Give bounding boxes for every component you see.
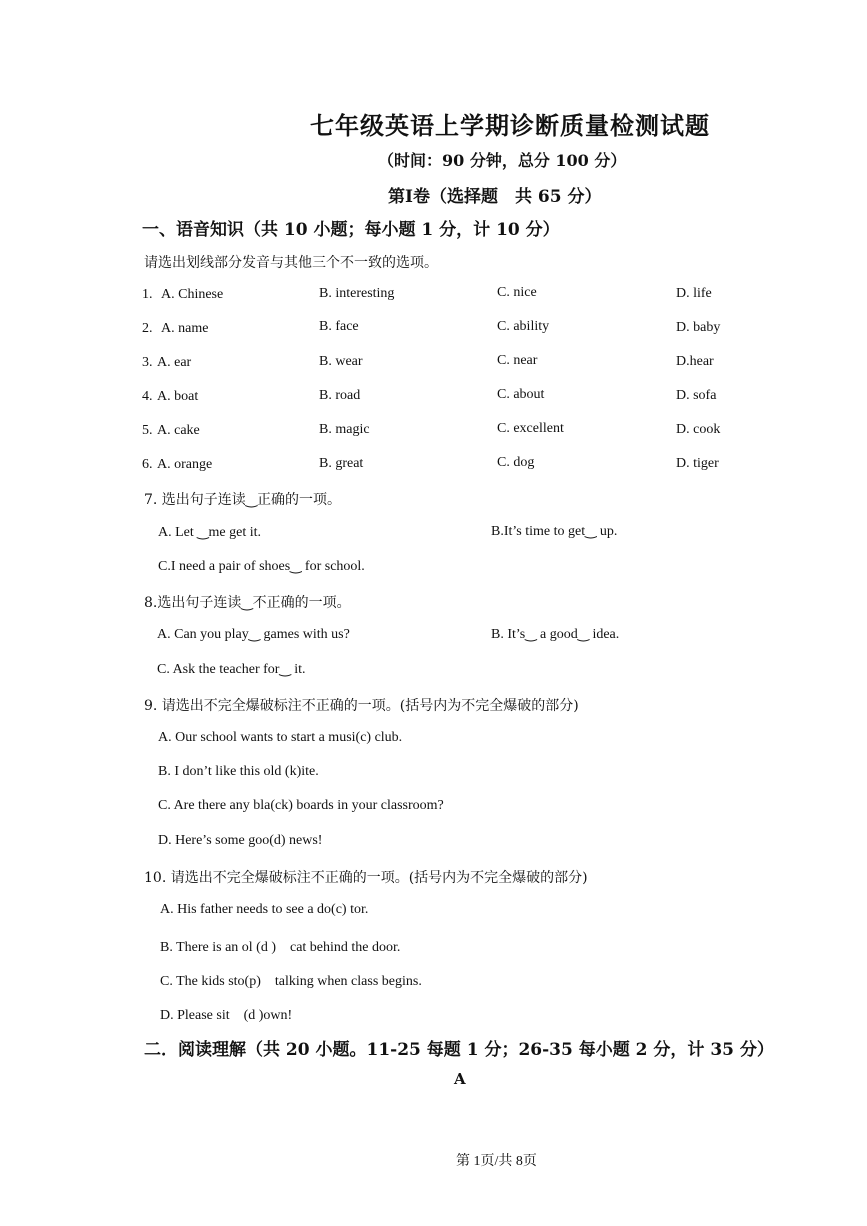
section-2-heading: 二．阅读理解（共 20 小题。11-25 每题 1 分；26-35 每小题 2 分，计 35 分） [144,1040,774,1060]
question-7-option-c: C.I need a pair of shoes‿ for school. [158,559,365,574]
section-heading: 一、语音知识（共 10 小题；每小题 1 分，计 10 分） [142,220,560,240]
option-d: D. cook [676,422,721,437]
option-b: B. road [319,388,361,403]
question-number: 4. [142,389,153,404]
option-a: A. Chinese [161,287,224,302]
option-a: A. ear [157,355,192,370]
question-number: 3. [142,355,153,370]
option-d: D. tiger [676,456,719,471]
question-10-option-c: C. The kids sto(p) talking when class begins. [160,974,422,989]
question-number: 1. [142,287,153,302]
option-b: B. magic [319,422,370,437]
option-a: A. orange [157,457,213,472]
question-9-stem: 9. 请选出不完全爆破标注不正确的一项。(括号内为不完全爆破的部分) [144,698,579,714]
question-8-stem: 8.选出句子连读‿不正确的一项。 [144,595,351,611]
question-9-option-a: A. Our school wants to start a musi(c) club. [158,730,403,745]
option-c: C. ability [497,319,550,334]
exam-title: 七年级英语上学期诊断质量检测试题 [310,111,710,140]
question-10-option-a: A. His father needs to see a do(c) tor. [160,902,369,917]
option-c: C. excellent [497,421,564,436]
question-7-option-b: B.It’s time to get‿ up. [491,524,618,539]
question-9-option-c: C. Are there any bla(ck) boards in your classroom? [158,798,444,813]
section-instruction: 请选出划线部分发音与其他三个不一致的选项。 [144,255,438,271]
question-8-option-a: A. Can you play‿ games with us? [157,627,350,642]
option-c: C. near [497,353,538,368]
question-8-option-b: B. It’s‿ a good‿ idea. [491,627,620,642]
passage-label: A [454,1070,466,1088]
volume-heading: 第Ⅰ卷（选择题 共 65 分） [388,187,602,207]
question-9-option-d: D. Here’s some goo(d) news! [158,833,323,848]
option-b: B. face [319,319,359,334]
question-9-option-b: B. I don’t like this old (k)ite. [158,764,319,779]
page-number: 第 1页/共 8页 [456,1154,537,1169]
question-number: 2. [142,321,153,336]
question-10-stem: 10. 请选出不完全爆破标注不正确的一项。(括号内为不完全爆破的部分) [144,870,588,886]
exam-subtitle: （时间：90 分钟，总分 100 分） [378,151,627,170]
option-d: D. sofa [676,388,717,403]
option-a: A. boat [157,389,199,404]
option-d: D. baby [676,320,721,335]
question-10-option-b: B. There is an ol (d ) cat behind the door. [160,940,401,955]
question-10-option-d: D. Please sit (d )own! [160,1008,293,1023]
option-c: C. about [497,387,545,402]
option-d: D. life [676,286,712,301]
option-a: A. cake [157,423,200,438]
question-number: 6. [142,457,153,472]
option-a: A. name [161,321,209,336]
option-b: B. wear [319,354,363,369]
option-c: C. dog [497,455,535,470]
option-b: B. interesting [319,286,395,301]
question-7-option-a: A. Let ‿me get it. [158,525,262,540]
question-8-option-c: C. Ask the teacher for‿ it. [157,662,306,677]
question-7-stem: 7. 选出句子连读‿正确的一项。 [144,492,342,508]
option-c: C. nice [497,285,537,300]
option-b: B. great [319,456,364,471]
option-d: D.hear [676,354,714,369]
question-number: 5. [142,423,153,438]
